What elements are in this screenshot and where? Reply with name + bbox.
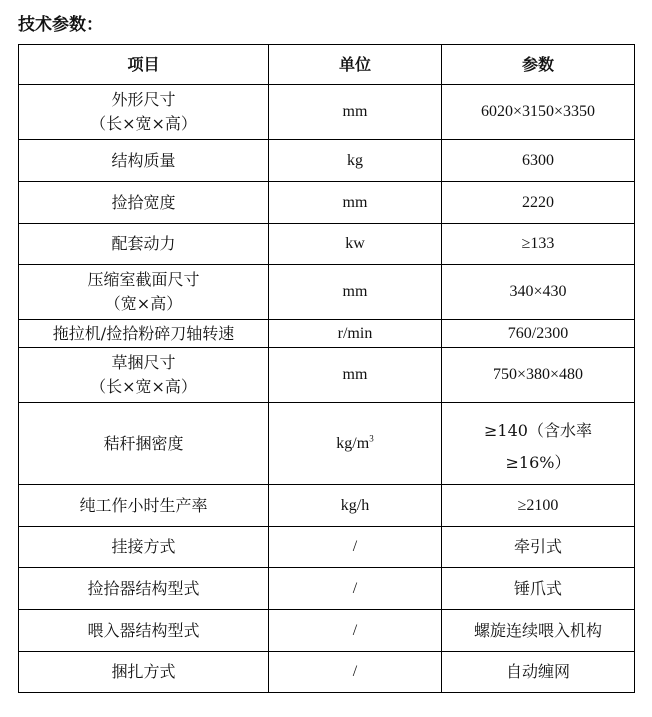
header-item: 项目: [19, 45, 269, 85]
table-row: [19, 610, 635, 652]
table-row: [19, 320, 635, 348]
section-heading: 技术参数：: [18, 15, 103, 35]
cell-unit: mm: [269, 85, 442, 140]
cell-unit: kg: [269, 140, 442, 182]
cell-item: 秸秆捆密度: [19, 403, 269, 485]
cell-item: 捆扎方式: [19, 652, 269, 693]
cell-item: 捡拾器结构型式: [19, 568, 269, 610]
cell-param: 760/2300: [442, 320, 635, 348]
cell-item: 挂接方式: [19, 527, 269, 568]
header-param: 参数: [442, 45, 635, 85]
cell-param: 6020×3150×3350: [442, 85, 635, 140]
cell-item: 捡拾宽度: [19, 182, 269, 224]
item-subtext: （宽×高）: [104, 294, 183, 313]
table-row: [19, 527, 635, 568]
cell-unit: mm: [269, 348, 442, 403]
cell-unit: mm: [269, 182, 442, 224]
table-row: [19, 568, 635, 610]
cell-param: 340×430: [442, 265, 635, 320]
param-text-cont: ≥16%）: [505, 452, 571, 472]
cell-item: 喂入器结构型式: [19, 610, 269, 652]
cell-param: 750×380×480: [442, 348, 635, 403]
cell-param: 锤爪式: [442, 568, 635, 610]
cell-item: [19, 265, 269, 320]
cell-unit: /: [269, 568, 442, 610]
table-row: [19, 182, 635, 224]
cell-param: 螺旋连续喂入机构: [442, 610, 635, 652]
cell-param: [442, 403, 635, 485]
cell-param: 6300: [442, 140, 635, 182]
cell-unit: /: [269, 652, 442, 693]
param-text: ≥140（含水率: [484, 420, 592, 440]
cell-param: 2220: [442, 182, 635, 224]
table-row: [19, 140, 635, 182]
cell-unit: mm: [269, 265, 442, 320]
item-text: 压缩室截面尺寸: [87, 270, 200, 289]
table-row: [19, 224, 635, 265]
table-row: [19, 265, 635, 320]
table-row: [19, 652, 635, 693]
cell-item: 结构质量: [19, 140, 269, 182]
cell-unit: r/min: [269, 320, 442, 348]
table-row: [19, 85, 635, 140]
cell-unit: [269, 403, 442, 485]
cell-param: ≥133: [442, 224, 635, 265]
table-header-row: [19, 45, 635, 85]
item-subtext: （长×宽×高）: [90, 114, 197, 133]
spec-table: [18, 44, 635, 693]
item-text: 草捆尺寸: [111, 353, 176, 372]
item-subtext: （长×宽×高）: [90, 377, 197, 396]
cell-unit: /: [269, 527, 442, 568]
table-row: [19, 403, 635, 485]
cell-unit: kw: [269, 224, 442, 265]
cell-item: 拖拉机/捡拾粉碎刀轴转速: [19, 320, 269, 348]
cell-param: 牵引式: [442, 527, 635, 568]
cell-param: 自动缠网: [442, 652, 635, 693]
header-unit: 单位: [269, 45, 442, 85]
cell-unit: /: [269, 610, 442, 652]
cell-item: [19, 348, 269, 403]
table-row: [19, 485, 635, 527]
unit-base: kg/m: [336, 434, 370, 452]
item-text: 外形尺寸: [111, 90, 176, 109]
cell-item: 纯工作小时生产率: [19, 485, 269, 527]
cell-item: [19, 85, 269, 140]
cell-item: 配套动力: [19, 224, 269, 265]
cell-unit: kg/h: [269, 485, 442, 527]
cell-param: ≥2100: [442, 485, 635, 527]
table-row: [19, 348, 635, 403]
unit-superscript: 3: [369, 433, 374, 444]
